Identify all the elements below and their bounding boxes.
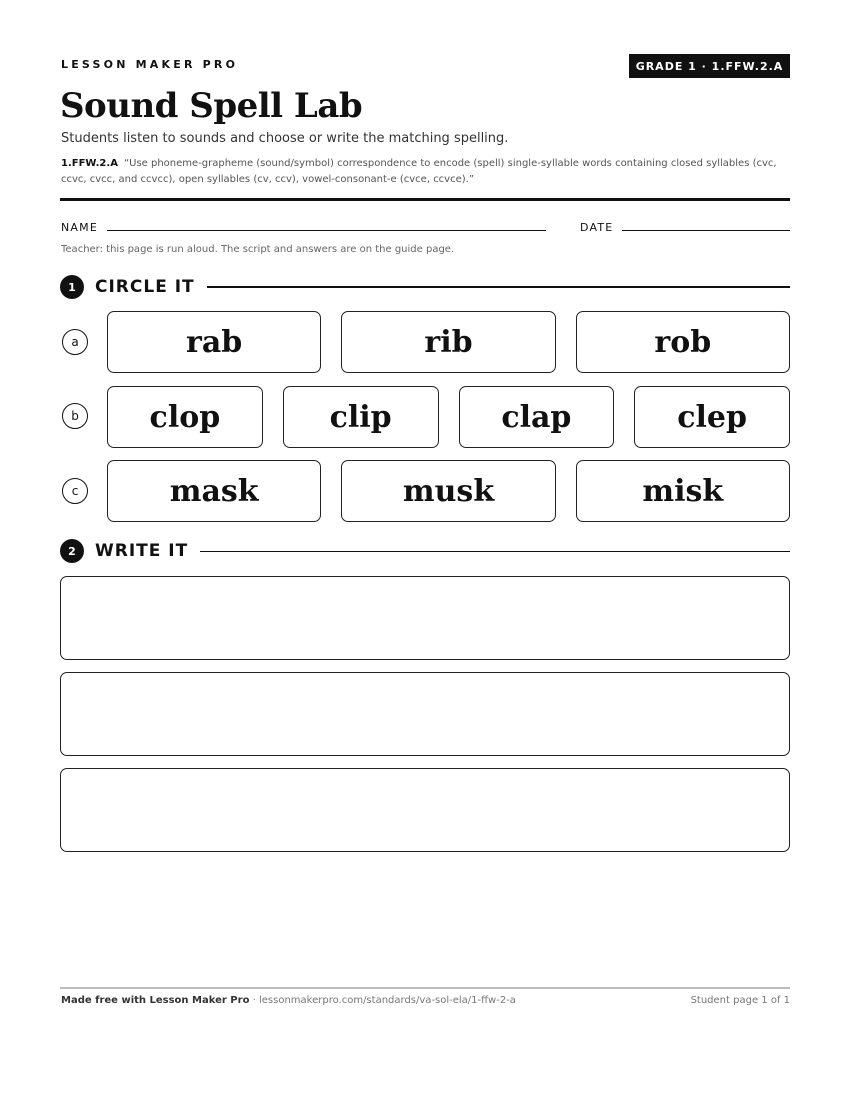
- word-choice[interactable]: mask: [107, 460, 321, 522]
- choice-row-c: [107, 460, 790, 522]
- standard-description: [61, 156, 791, 188]
- brand-name: LESSON MAKER PRO: [61, 58, 239, 71]
- section-number: 2: [60, 539, 84, 563]
- choice-row-b: [107, 386, 790, 448]
- choice-row-a: [107, 311, 790, 373]
- row-label-b: b: [62, 403, 88, 429]
- write-answer-box[interactable]: [60, 768, 790, 852]
- section-rule: [200, 551, 790, 552]
- word-choice[interactable]: clap: [459, 386, 615, 448]
- section-number: 1: [60, 275, 84, 299]
- name-field[interactable]: [107, 230, 546, 231]
- date-field[interactable]: [622, 230, 790, 231]
- word-choice[interactable]: clep: [634, 386, 790, 448]
- teacher-note: Teacher: this page is run aloud. The script and answers are on the guide page.: [61, 244, 455, 255]
- write-answer-box[interactable]: [60, 576, 790, 660]
- word-choice[interactable]: rab: [107, 311, 321, 373]
- word-choice[interactable]: musk: [341, 460, 555, 522]
- section-write-it-header: [60, 539, 790, 563]
- standard-text: “Use phoneme-grapheme (sound/symbol) correspondence to encode (spell) single-syllable words containing closed syllables (cvc, ccvc, cvcc, and ccvcc), open syllables (cv, ccv), vowel-consonant-e (cvce, ccvce).”: [61, 158, 777, 185]
- standard-code: 1.FFW.2.A: [61, 158, 118, 169]
- word-choice[interactable]: rob: [576, 311, 790, 373]
- section-rule: [207, 286, 790, 288]
- page-subtitle: Students listen to sounds and choose or write the matching spelling.: [61, 131, 509, 146]
- grade-badge: GRADE 1 · 1.FFW.2.A: [629, 54, 790, 78]
- word-choice[interactable]: clip: [283, 386, 439, 448]
- header-divider: [60, 198, 790, 201]
- footer-page-number: Student page 1 of 1: [690, 995, 790, 1006]
- word-choice[interactable]: clop: [107, 386, 263, 448]
- footer-url[interactable]: · lessonmakerpro.com/standards/va-sol-ela/1-ffw-2-a: [249, 995, 516, 1006]
- page-title: Sound Spell Lab: [60, 86, 363, 126]
- date-label: DATE: [580, 221, 614, 234]
- row-label-c: c: [62, 478, 88, 504]
- name-label: NAME: [61, 221, 98, 234]
- footer-credit: [61, 995, 516, 1006]
- section-title: WRITE IT: [95, 541, 189, 561]
- footer-made-with: Made free with Lesson Maker Pro: [61, 995, 250, 1006]
- word-choice[interactable]: misk: [576, 460, 790, 522]
- row-label-a: a: [62, 329, 88, 355]
- write-answer-box[interactable]: [60, 672, 790, 756]
- section-circle-it-header: [60, 275, 790, 299]
- footer-divider: [60, 987, 790, 989]
- section-title: CIRCLE IT: [95, 277, 195, 297]
- word-choice[interactable]: rib: [341, 311, 555, 373]
